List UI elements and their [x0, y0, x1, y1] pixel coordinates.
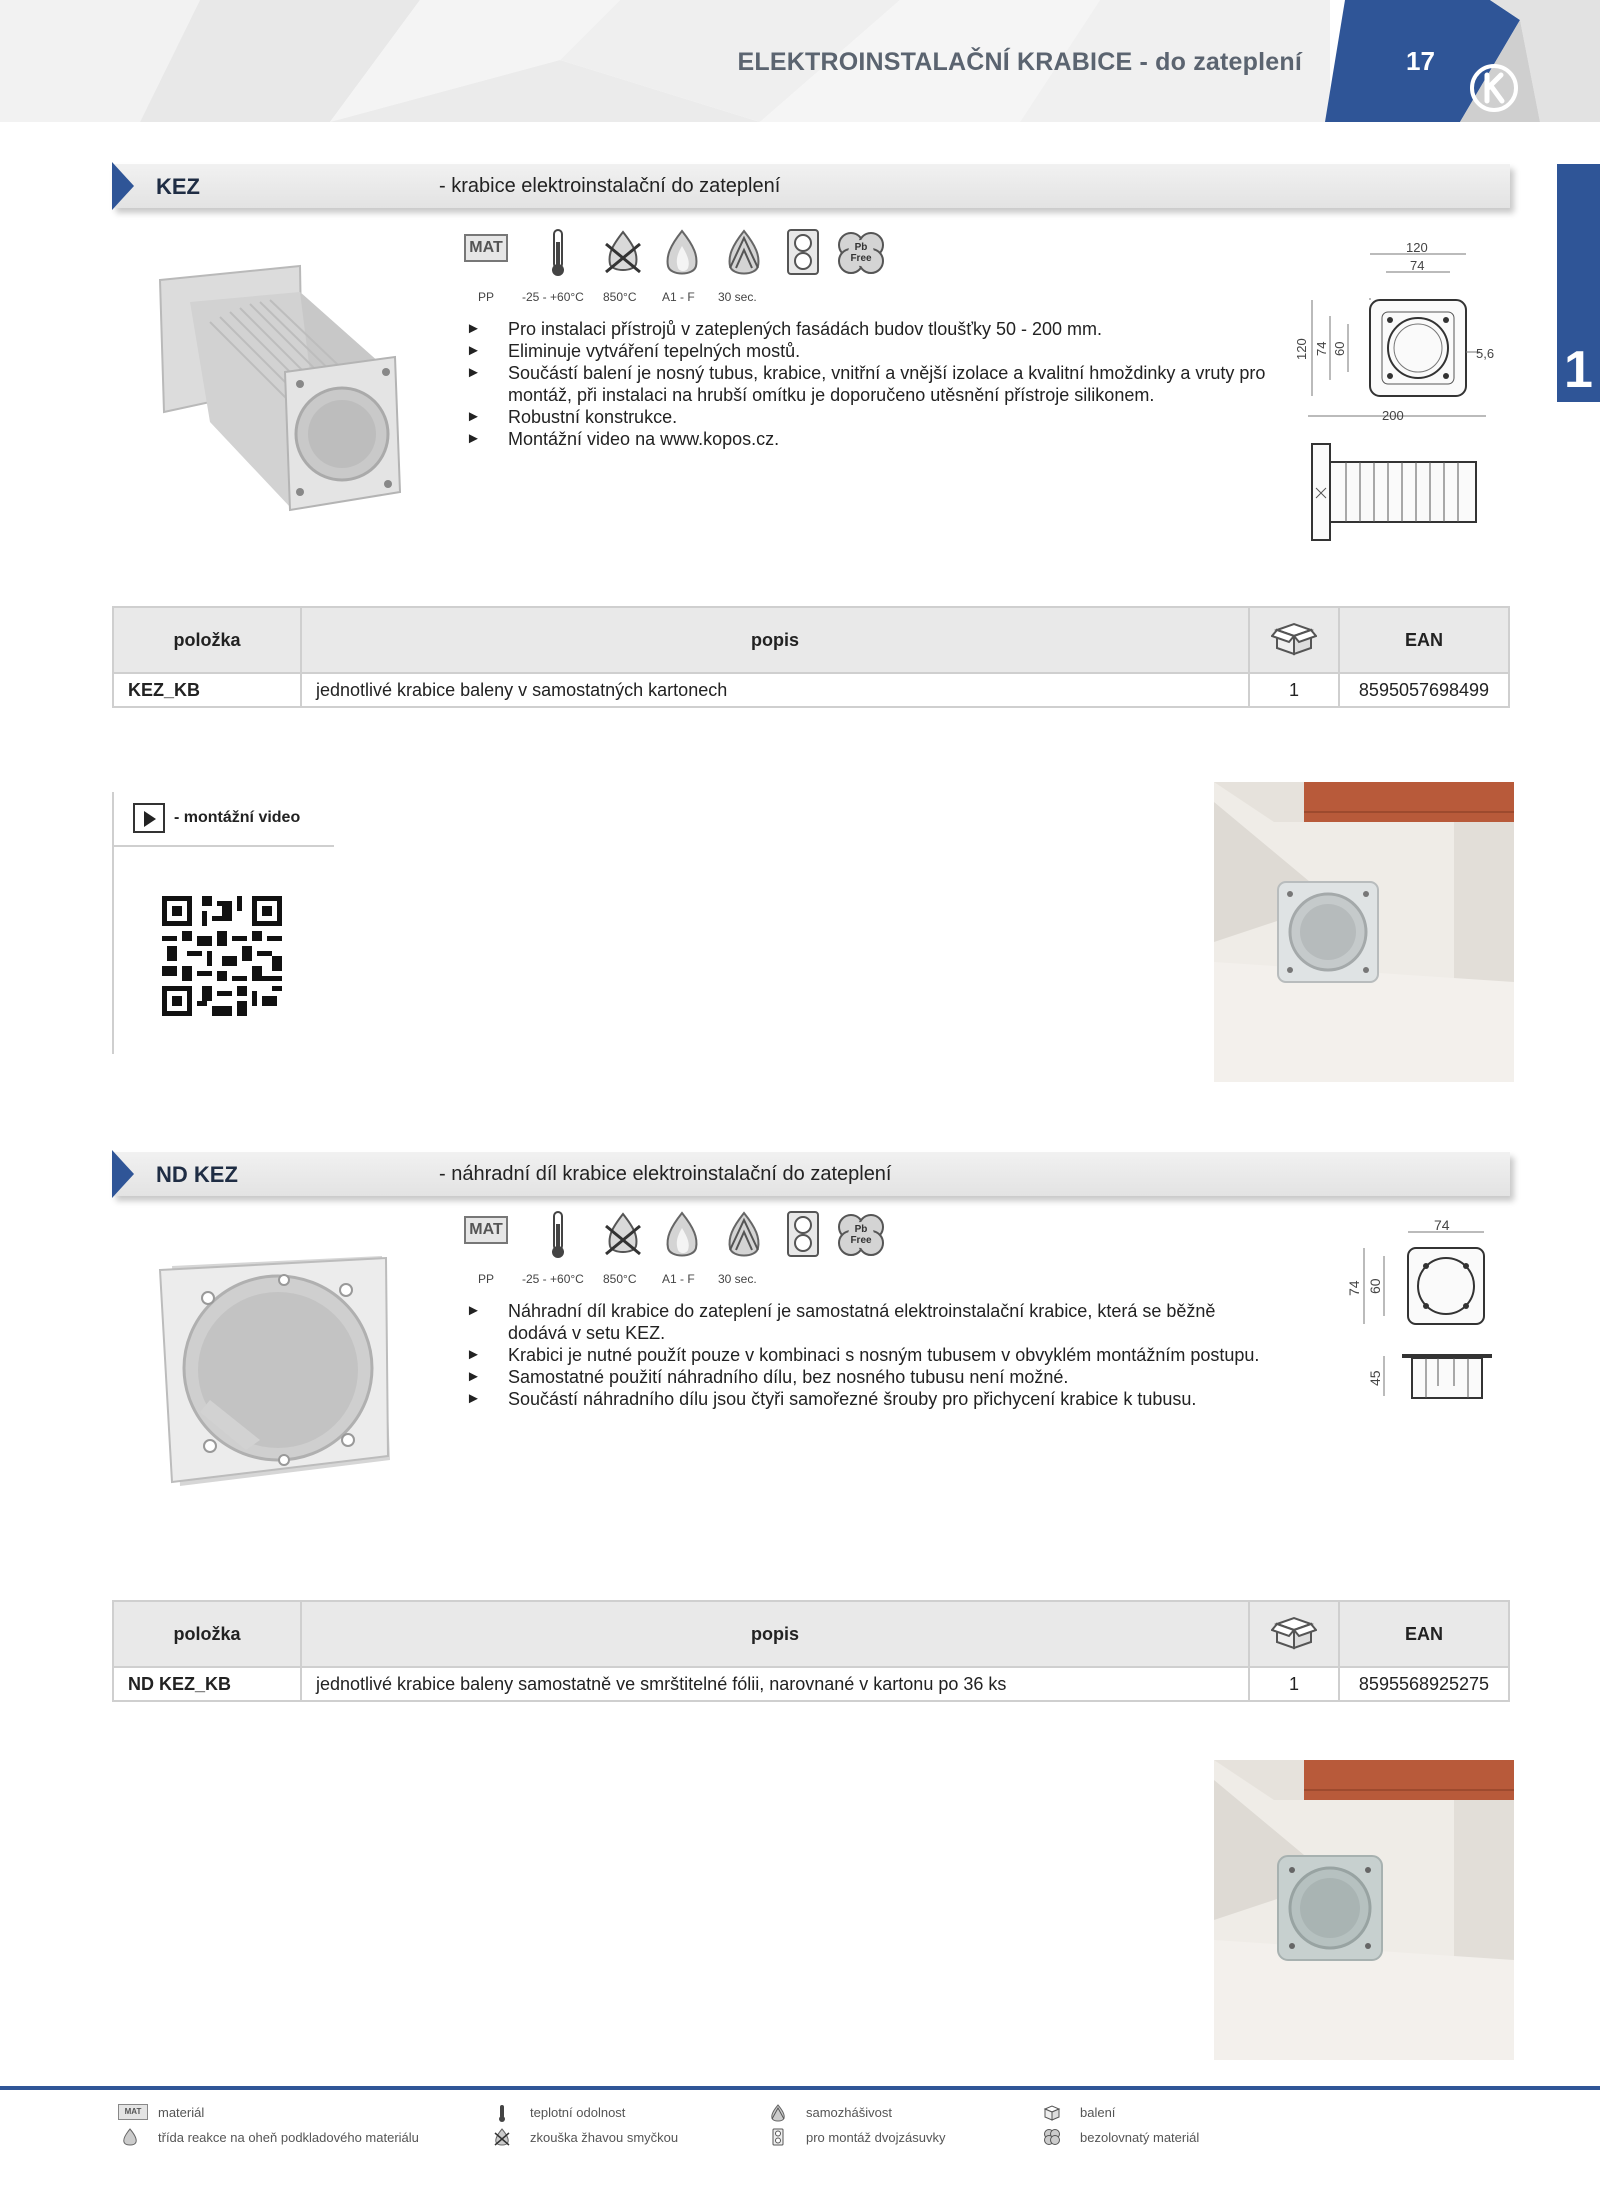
- caption-glow-wire: 850°C: [603, 290, 637, 304]
- legend-fire-reaction-icon: [120, 2128, 140, 2146]
- legend-glow-wire-icon: [492, 2128, 512, 2146]
- dim-120-side: 120: [1294, 338, 1309, 360]
- fire-reaction-icon: [660, 228, 704, 278]
- page-title: ELEKTROINSTALAČNÍ KRABICE - do zateplení: [737, 48, 1302, 76]
- nd-kez-product-code: ND KEZ: [156, 1162, 238, 1187]
- col-header-code: položka: [113, 607, 301, 673]
- kez-feature-item: ► Součástí balení je nosný tubus, krabice, vnitřní a vnější izolace a kvalitní hmoždinky a vruty pro montáž, při instalaci na hrubší omítku je doporučeno utěsnění přístroje silikonem.: [466, 362, 1266, 406]
- qr-code-icon[interactable]: [162, 896, 282, 1016]
- col-header-packaging: [1249, 1601, 1339, 1667]
- col-header-ean: EAN: [1339, 1601, 1509, 1667]
- nd-kez-feature-item: ► Součástí náhradního dílu jsou čtyři samořezné šrouby pro přichycení krabice k tubusu.: [466, 1388, 1266, 1410]
- nd-kez-product-image: [150, 1250, 400, 1490]
- caption-material: PP: [478, 290, 495, 304]
- legend-temperature: teplotní odolnost: [530, 2105, 626, 2120]
- nd-kez-feature-item: ► Náhradní díl krabice do zateplení je samostatná elektroinstalační krabice, která se běžně dodává v setu KEZ.: [466, 1300, 1266, 1344]
- kez-installation-photo: [1214, 782, 1514, 1082]
- legend-self-extinguishing-icon: [768, 2104, 788, 2122]
- nd-kez-feature-item: ► Krabici je nutné použít pouze v kombinaci s nosným tubusem v obvyklém montážním postupu.: [466, 1344, 1266, 1366]
- kez-feature-item: ► Pro instalaci přístrojů v zateplených fasádách budov tloušťky 50 - 200 mm.: [466, 318, 1266, 340]
- thermometer-icon: [548, 1210, 568, 1260]
- dim-74-side: 74: [1314, 341, 1329, 356]
- legend-pb-free-icon: [1042, 2128, 1062, 2146]
- double-socket-icon: [786, 228, 820, 278]
- mat-icon: MAT: [464, 234, 508, 262]
- caption-temperature: -25 - +60°C: [522, 1272, 584, 1286]
- table-row: [113, 1667, 1509, 1701]
- self-extinguishing-icon: [722, 228, 766, 278]
- table-header-row: [113, 607, 1509, 673]
- cell-code: ND KEZ_KB: [113, 1667, 301, 1701]
- nd-kez-feature-item: ► Samostatné použití náhradního dílu, bez nosného tubusu není možné.: [466, 1366, 1266, 1388]
- kez-technical-drawing: [1290, 240, 1520, 550]
- legend-thermometer-icon: [492, 2104, 512, 2122]
- cell-description: jednotlivé krabice baleny samostatně ve smrštitelné fólii, narovnané v kartonu po 36 ks: [301, 1667, 1249, 1701]
- kez-product-description: - krabice elektroinstalační do zateplení: [439, 175, 781, 197]
- chapter-side-tab: [1557, 164, 1600, 402]
- page-number: 17: [1406, 46, 1435, 76]
- chapter-number: 1: [1564, 341, 1593, 399]
- kez-product-table: [112, 606, 1510, 708]
- dim-60-side: 60: [1332, 341, 1347, 356]
- table-header-row: [113, 1601, 1509, 1667]
- legend-glow-wire: zkouška žhavou smyčkou: [530, 2130, 679, 2145]
- legend-fire-reaction: třída reakce na oheň podkladového materiálu: [158, 2130, 419, 2145]
- double-socket-icon: [786, 1210, 820, 1260]
- kopos-logo-icon: [1468, 62, 1520, 114]
- legend-mat-icon: MAT: [118, 2104, 148, 2120]
- pb-free-icon: [836, 228, 886, 278]
- dim-45: 45: [1367, 1370, 1383, 1386]
- legend-double-socket: pro montáž dvojzásuvky: [806, 2130, 946, 2145]
- legend-self-extinguishing: samozhášivost: [806, 2105, 892, 2120]
- mat-icon: MAT: [464, 1216, 508, 1244]
- cell-quantity: 1: [1249, 1667, 1339, 1701]
- thermometer-icon: [548, 228, 568, 278]
- pb-free-text-1: Pb: [854, 1224, 868, 1235]
- nd-kez-property-icons: [464, 1210, 894, 1286]
- video-box-divider: [112, 845, 334, 847]
- dim-200: 200: [1382, 408, 1404, 423]
- video-label[interactable]: - montážní video: [174, 809, 301, 826]
- legend-double-socket-icon: [768, 2128, 788, 2146]
- section-arrow-icon: [112, 162, 134, 210]
- kez-product-image: [150, 262, 410, 522]
- fire-reaction-icon: [660, 1210, 704, 1260]
- kez-feature-list: [466, 318, 1266, 450]
- play-icon[interactable]: [133, 803, 165, 833]
- table-row: [113, 673, 1509, 707]
- footer-divider: [0, 2086, 1600, 2090]
- caption-temperature: -25 - +60°C: [522, 290, 584, 304]
- kez-product-code: KEZ: [156, 174, 200, 199]
- nd-kez-feature-list: [466, 1300, 1266, 1410]
- pb-free-text-2: Free: [850, 1235, 872, 1246]
- glow-wire-icon: [600, 228, 646, 278]
- pb-free-text-1: Pb: [854, 242, 868, 253]
- caption-fire-reaction: A1 - F: [662, 1272, 695, 1286]
- dim-74-side: 74: [1346, 1280, 1362, 1296]
- glow-wire-icon: [600, 1210, 646, 1260]
- cell-ean: 8595568925275: [1339, 1667, 1509, 1701]
- caption-glow-wire: 850°C: [603, 1272, 637, 1286]
- legend-lead-free: bezolovnatý materiál: [1080, 2130, 1200, 2145]
- dim-74-top: 74: [1434, 1217, 1450, 1233]
- kez-section-header: [112, 164, 1510, 208]
- cell-quantity: 1: [1249, 673, 1339, 707]
- cell-description: jednotlivé krabice baleny v samostatných kartonech: [301, 673, 1249, 707]
- dim-74-top: 74: [1410, 258, 1425, 273]
- kez-feature-item: ► Montážní video na www.kopos.cz.: [466, 428, 1266, 450]
- caption-fire-reaction: A1 - F: [662, 290, 695, 304]
- kez-feature-item: ► Robustní konstrukce.: [466, 406, 1266, 428]
- dim-120-top: 120: [1406, 240, 1428, 255]
- box-icon: [1271, 1612, 1317, 1652]
- pb-free-text-2: Free: [850, 253, 872, 264]
- box-icon: [1271, 618, 1317, 658]
- kez-feature-item: ► Eliminuje vytváření tepelných mostů.: [466, 340, 1266, 362]
- legend-packaging: balení: [1080, 2105, 1116, 2120]
- nd-kez-product-description: - náhradní díl krabice elektroinstalační do zateplení: [439, 1163, 892, 1185]
- col-header-code: položka: [113, 1601, 301, 1667]
- self-extinguishing-icon: [722, 1210, 766, 1260]
- col-header-packaging: [1249, 607, 1339, 673]
- section-arrow-icon: [112, 1150, 134, 1198]
- legend-material: materiál: [158, 2105, 205, 2120]
- col-header-description: popis: [301, 1601, 1249, 1667]
- caption-material: PP: [478, 1272, 495, 1286]
- nd-kez-section-header: [112, 1152, 1510, 1196]
- pb-free-icon: [836, 1210, 886, 1260]
- dim-60-side: 60: [1367, 1278, 1383, 1294]
- caption-self-extinguishing: 30 sec.: [718, 290, 757, 304]
- dim-5-6: 5,6: [1476, 346, 1495, 361]
- nd-kez-product-table: [112, 1600, 1510, 1702]
- nd-kez-technical-drawing: [1340, 1214, 1500, 1414]
- kez-property-icons: [464, 228, 894, 304]
- col-header-ean: EAN: [1339, 607, 1509, 673]
- legend-box-icon: [1042, 2104, 1062, 2122]
- cell-code: KEZ_KB: [113, 673, 301, 707]
- nd-kez-installation-photo: [1214, 1760, 1514, 2060]
- cell-ean: 8595057698499: [1339, 673, 1509, 707]
- col-header-description: popis: [301, 607, 1249, 673]
- caption-self-extinguishing: 30 sec.: [718, 1272, 757, 1286]
